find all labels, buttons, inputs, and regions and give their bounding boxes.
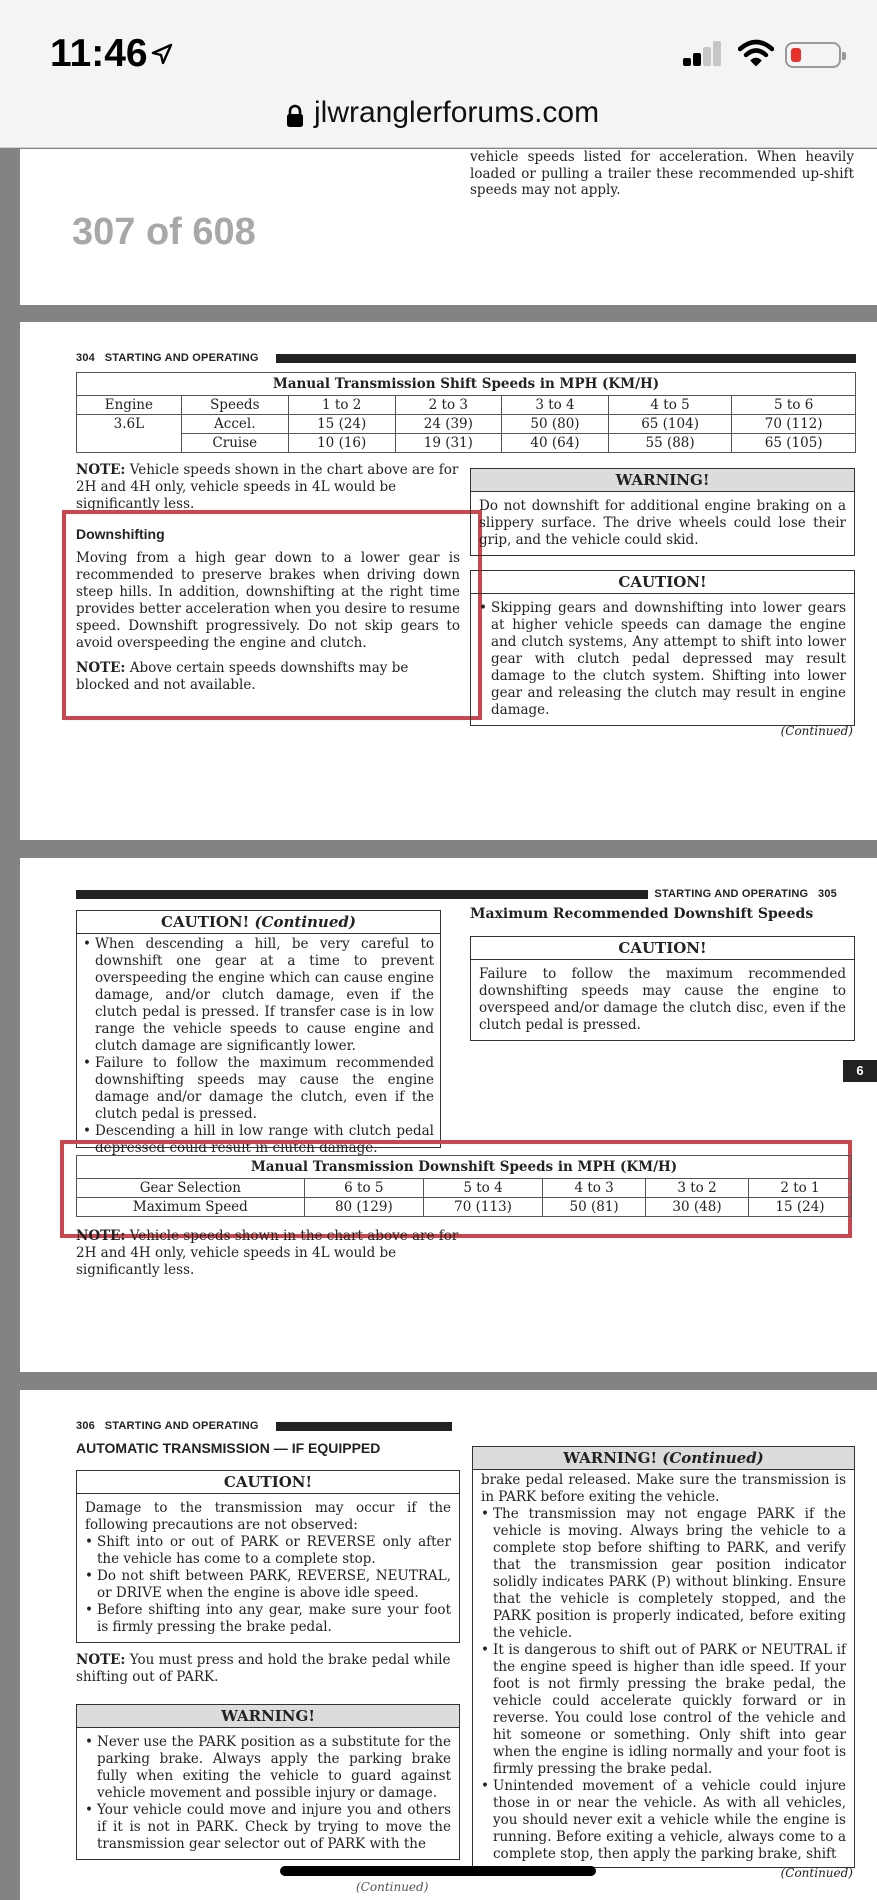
- pdf-page-2: [20, 322, 877, 840]
- page-counter: 307 of 608: [72, 211, 256, 253]
- home-indicator[interactable]: [280, 1866, 596, 1876]
- warning-item: • Unintended movement of a vehicle could injure those in or near the vehicle. As with all vehicles, you should never exit a vehicle while the engine is running. Before exiting a vehicle, always come to a complete stop, then apply the parking brake, shift: [481, 1778, 846, 1863]
- caution-box: CAUTION! Damage to the transmission may occur if the following precautions are not observed: • Shift into or out of PARK or REVERSE only after the vehicle has come to a complete stop. • Do not shift between PARK, REVERSE, NEUTRAL, or DRIVE when the engine is above idle speed. • Before shifting into any gear, make sure your foot is firmly pressing the brake pedal.: [76, 1470, 460, 1643]
- caution-box: [470, 570, 855, 726]
- warning-box: WARNING! • Never use the PARK position as a substitute for the parking brake. Always apply the parking brake fully when exiting the vehicle to guard against vehicle movement and possible injury or damage. • Your vehicle could move and injure you and others if it is not in PARK. Check by trying to move the transmission gear selector out of PARK with the: [76, 1704, 460, 1860]
- warning-item: • The transmission may not engage PARK if the vehicle is moving. Always bring the vehicle to a complete stop before shifting to PARK, and verify that the transmission gear position indicator solidly indicates PARK (P) without blinking. Ensure that the vehicle is completely stopped, and the PARK position is properly indicated, before exiting the vehicle.: [481, 1506, 846, 1642]
- caution-title: CAUTION!: [471, 571, 854, 594]
- header-rule: [276, 1422, 452, 1431]
- table-title: Manual Transmission Downshift Speeds in MPH (KM/H): [77, 1156, 852, 1179]
- warning-item: • Never use the PARK position as a substitute for the parking brake. Always apply the parking brake fully when exiting the vehicle to guard against vehicle movement and possible injury or damage.: [85, 1734, 451, 1802]
- table-title: Manual Transmission Shift Speeds in MPH (KM/H): [77, 373, 856, 396]
- battery-icon: [785, 42, 841, 68]
- running-head: 306 STARTING AND OPERATING: [76, 1420, 259, 1432]
- caution-item: • Before shifting into any gear, make sure your foot is firmly pressing the brake pedal.: [85, 1602, 451, 1636]
- caution-item: • Do not shift between PARK, REVERSE, NEUTRAL, or DRIVE when the engine is above idle speed.: [85, 1568, 451, 1602]
- page-text: vehicle speeds listed for acceleration. When heavily loaded or pulling a trailer these recommended up-shift speeds may not apply.: [470, 149, 854, 198]
- continued-label: (Continued): [780, 1866, 853, 1880]
- note-paragraph: NOTE: Above certain speeds downshifts may be blocked and not available.: [76, 660, 409, 693]
- shift-speeds-table: [76, 372, 856, 453]
- downshift-speeds-table: [76, 1155, 852, 1217]
- caution-item: • When descending a hill, be very careful to downshift one gear at a time to prevent overspeeding the engine which can cause engine damage, and/or clutch damage, even if the clutch pedal is pressed. If transfer case is in low range the vehicle speeds to cause engine and clutch damage are significantly lower.: [83, 936, 434, 1055]
- clock: 11:46: [50, 32, 148, 75]
- warning-text: Do not downshift for additional engine braking on a slippery surface. The drive wheels could lose their grip, and the vehicle could skid.: [479, 498, 846, 548]
- status-bar: [0, 0, 877, 96]
- table-header-row: Engine Speeds 1 to 2 2 to 3 3 to 4 4 to 5 5 to 6: [77, 396, 856, 415]
- chapter-tab: 6: [843, 1060, 877, 1082]
- downshift-paragraph: Moving from a high gear down to a lower gear is recommended to preserve brakes when driving down steep hills. In addition, downshifting at the right time provides better acceleration when you desire to resume speed. Downshift progressively. Do not skip gears to avoid overspeeding the engine and clutch.: [76, 550, 460, 651]
- warning-title: WARNING!: [471, 469, 854, 492]
- header-rule: [276, 354, 856, 363]
- address-bar[interactable]: [0, 96, 877, 148]
- table-row: Maximum Speed 80 (129) 70 (113) 50 (81) 30 (48) 15 (24): [77, 1198, 852, 1217]
- table-header-row: Gear Selection 6 to 5 5 to 4 4 to 3 3 to 2 2 to 1: [77, 1179, 852, 1198]
- warning-continued-box: WARNING! (Continued) brake pedal released. Make sure the transmission is in PARK before exiting the vehicle. • The transmission may not engage PARK if the vehicle is moving. Always bring the vehicle to a complete stop before shifting to PARK, and verify that the transmission gear position indicator solidly indicates PARK (P) without blinking. Ensure that the vehicle is completely stopped, and the PARK position is properly indicated, before exiting the vehicle. • It is dangerous to shift out of PARK or NEUTRAL if the engine speed is higher than idle speed. If your foot is not firmly pressing the brake pedal, the vehicle could accelerate quickly forward or in reverse. You could lose control of the vehicle and hit someone or something. Only shift into gear when the engine is idling normally and your foot is firmly pressing the brake pedal. • Unintended movement of a vehicle could injure those in or near the vehicle. As with all vehicles, you should never exit a vehicle while the engine is running. Before exiting a vehicle, always come to a complete stop, then apply the parking brake, shift: [472, 1446, 855, 1868]
- table-row: 3.6L Accel. 15 (24) 24 (39) 50 (80) 65 (104) 70 (112): [77, 415, 856, 434]
- location-arrow-icon: [150, 42, 174, 66]
- section-heading: Downshifting: [76, 526, 165, 542]
- caution-box: CAUTION! Failure to follow the maximum recommended downshifting speeds may cause the engine to overspeed and/or damage the clutch disc, even if the clutch pedal is pressed.: [470, 936, 855, 1041]
- warning-item: • Your vehicle could move and injure you and others if it is not in PARK. Check by trying to move the transmission gear selector out of PARK with the: [85, 1802, 451, 1853]
- running-head: STARTING AND OPERATING 305: [654, 888, 837, 900]
- url-text: jlwranglerforums.com: [314, 96, 600, 129]
- pdf-page-1: [20, 149, 877, 305]
- warning-box: [470, 468, 855, 556]
- section-heading: Maximum Recommended Downshift Speeds: [470, 906, 814, 922]
- lock-icon: [286, 104, 304, 128]
- note-paragraph: NOTE: Vehicle speeds shown in the chart above are for 2H and 4H only, vehicle speeds in 4L would be significantly less.: [76, 1228, 459, 1278]
- section-heading: AUTOMATIC TRANSMISSION — IF EQUIPPED: [76, 1440, 381, 1456]
- pdf-page-4: [20, 1390, 877, 1900]
- caution-item: • Descending a hill in low range with clutch pedal depressed could result in clutch damage.: [83, 1123, 434, 1157]
- note-paragraph: NOTE: Vehicle speeds shown in the chart above are for 2H and 4H only, vehicle speeds in 4L would be significantly less.: [76, 462, 459, 512]
- table-row: Cruise 10 (16) 19 (31) 40 (64) 55 (88) 65 (105): [77, 434, 856, 453]
- wifi-icon: [738, 38, 774, 68]
- note-paragraph: NOTE: You must press and hold the brake pedal while shifting out of PARK.: [76, 1652, 451, 1685]
- warning-item: • It is dangerous to shift out of PARK or NEUTRAL if the engine speed is higher than idle speed. If your foot is not firmly pressing the brake pedal, the vehicle could accelerate quickly forward or in reverse. You could lose control of the vehicle and hit someone or something. Only shift into gear when the engine is idling normally and your foot is firmly pressing the brake pedal.: [481, 1642, 846, 1778]
- header-rule: [76, 890, 648, 899]
- running-head: 304 STARTING AND OPERATING: [76, 352, 259, 364]
- caution-continued-box: CAUTION! (Continued) • When descending a hill, be very careful to downshift one gear at a time to prevent overspeeding the engine which can cause engine damage, and/or clutch damage, even if the clutch pedal is pressed. If transfer case is in low range the vehicle speeds to cause engine and clutch damage are significantly lower. • Failure to follow the maximum recommended downshifting speeds may cause the engine damage and/or damage the clutch, even if the clutch pedal is pressed. • Descending a hill in low range with clutch pedal depressed could result in clutch damage.: [76, 910, 441, 1148]
- pdf-page-3: [20, 858, 877, 1372]
- caution-item: • Shift into or out of PARK or REVERSE only after the vehicle has come to a complete stop.: [85, 1534, 451, 1568]
- continued-label: (Continued): [780, 724, 853, 738]
- cellular-signal-icon: [683, 40, 723, 66]
- caution-item: • Failure to follow the maximum recommended downshifting speeds may cause the engine damage and/or damage the clutch, even if the clutch pedal is pressed.: [83, 1055, 434, 1123]
- continued-label-cut: (Continued): [356, 1880, 429, 1894]
- caution-item: • Skipping gears and downshifting into lower gears at higher vehicle speeds can damage the engine and clutch systems, Any attempt to shift into lower gear with clutch pedal depressed may result damage to the clutch system. Shifting into lower gear and releasing the clutch may result in engine damage.: [479, 600, 846, 719]
